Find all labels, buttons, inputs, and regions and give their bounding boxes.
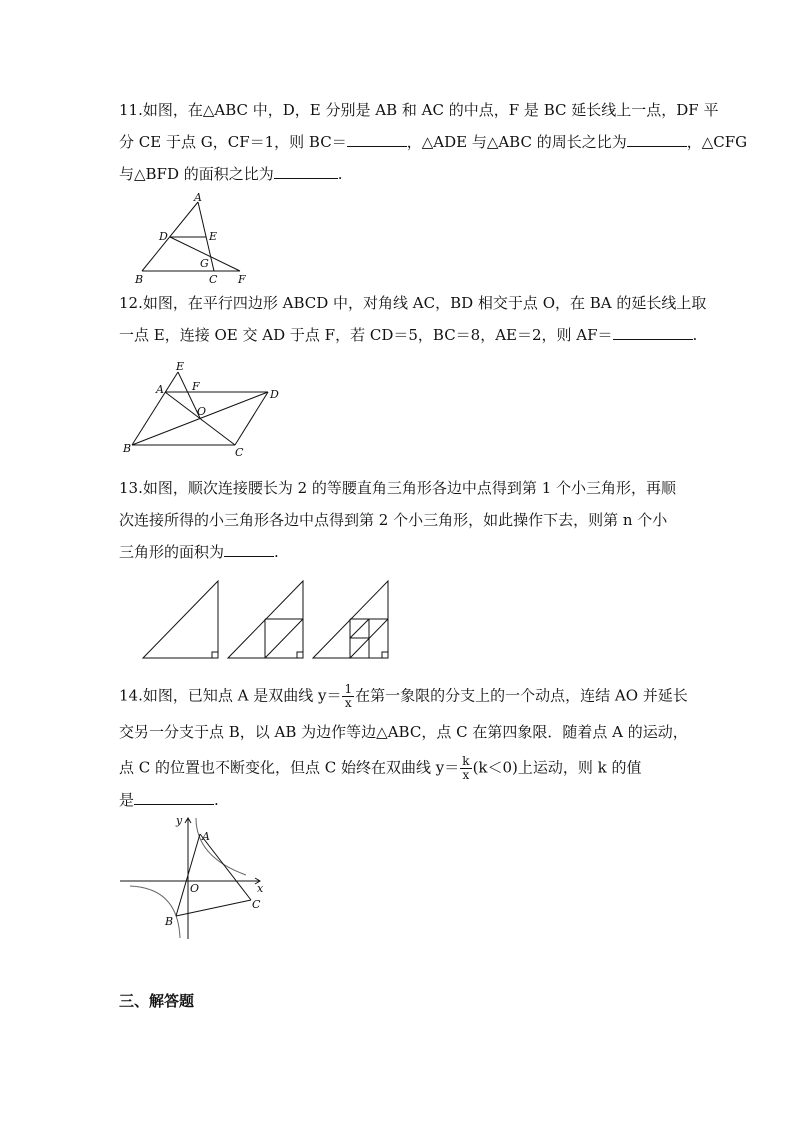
q14-fraction-1-over-x <box>342 683 354 710</box>
q13-triangle-1 <box>143 581 218 658</box>
q14-text-4a: 是 <box>119 791 135 809</box>
q11-label-d: D <box>159 230 168 243</box>
q14-line-1 <box>119 683 688 710</box>
q14-line-3 <box>119 755 642 782</box>
q11-line-3 <box>119 164 343 184</box>
q14-label-x: x <box>257 882 264 895</box>
q11-label-g: G <box>200 257 209 270</box>
q13-text-3b: . <box>274 543 279 561</box>
q11-label-a: A <box>194 191 202 204</box>
q14-line-2: 交另一分支于点 B，以 AB 为边作等边△ABC，点 C 在第四象限．随着点 A 的运动， <box>119 723 688 741</box>
q11-label-c: C <box>209 273 218 286</box>
q13-line-3 <box>119 542 279 562</box>
hyperbola-branch-3 <box>130 886 180 938</box>
q12-label-a: A <box>156 383 164 396</box>
q12-label-c: C <box>235 446 244 459</box>
q13-text-3a: 三角形的面积为 <box>119 543 225 561</box>
q14-frac1-den: x <box>344 696 352 710</box>
segment-ac <box>200 834 251 900</box>
q11-blank-ratio[interactable] <box>627 132 687 147</box>
q14-label-c: C <box>252 898 261 911</box>
q14-label-b: B <box>165 915 174 928</box>
q11-line-1: 11.如图，在△ABC 中，D，E 分别是 AB 和 AC 的中点，F 是 BC 延长线上一点，DF 平 <box>119 101 719 119</box>
segment-dc <box>235 392 268 445</box>
q14-frac2-num: k <box>462 754 470 768</box>
q12-line-2 <box>119 325 697 345</box>
q14-blank-k[interactable] <box>134 790 214 805</box>
q12-label-e: E <box>176 360 185 373</box>
q11-blank-area[interactable] <box>274 164 338 179</box>
q14-text-3a: 点 C 的位置也不断变化，但点 C 始终在双曲线 y＝ <box>119 758 460 777</box>
q11-text-2b: ，△ADE 与△ABC 的周长之比为 <box>406 133 627 151</box>
q11-text-2c: ，△CFG <box>686 133 748 151</box>
q11-label-b: B <box>135 273 144 286</box>
q12-blank-af[interactable] <box>613 325 693 340</box>
q11-blank-bc[interactable] <box>347 132 407 147</box>
q12-label-b: B <box>123 442 132 455</box>
q14-label-o: O <box>190 882 200 895</box>
q11-label-f: F <box>238 273 246 286</box>
q14-frac1-num: 1 <box>344 682 353 696</box>
q12-line-1: 12.如图，在平行四边形 ABCD 中，对角线 AC，BD 相交于点 O，在 BA 的延长线上取 <box>119 294 707 312</box>
q13-line-1: 13.如图，顺次连接腰长为 2 的等腰直角三角形各边中点得到第 1 个小三角形，再顺 <box>119 479 677 497</box>
diagonal-bd <box>132 392 268 445</box>
q14-figure <box>118 812 278 944</box>
q11-text-3a: 与△BFD 的面积之比为 <box>119 165 274 183</box>
q14-line-4 <box>119 790 219 810</box>
q14-label-y: y <box>176 814 183 827</box>
q14-label-a: A <box>202 830 210 843</box>
q12-label-f: F <box>192 380 200 393</box>
q13-blank-area[interactable] <box>224 542 274 557</box>
q12-text-2b: . <box>692 326 698 344</box>
q11-label-e: E <box>209 230 218 243</box>
segment-bc <box>176 900 251 916</box>
segment-be <box>132 372 178 445</box>
q11-line-2 <box>119 132 747 152</box>
q11-text-3b: . <box>337 165 343 183</box>
q14-text-1a: 14.如图，已知点 A 是双曲线 y＝ <box>119 686 342 705</box>
q12-label-o: O <box>197 405 207 418</box>
q13-figure <box>140 578 400 663</box>
section-heading: 三、解答题 <box>119 992 195 1010</box>
hyperbola-branch-1 <box>196 818 246 875</box>
q14-text-1b: 在第一象限的分支上的一个动点，连结 AO 并延长 <box>355 686 688 705</box>
q11-figure <box>120 190 280 290</box>
q13-triangle-2 <box>228 581 303 658</box>
q13-triangle-3 <box>313 581 388 658</box>
q14-fraction-k-over-x <box>460 755 471 782</box>
q14-frac2-den: x <box>462 768 470 782</box>
q11-text-2a: 分 CE 于点 G，CF＝1，则 BC＝ <box>119 133 347 151</box>
q12-figure <box>120 360 290 460</box>
q14-text-3b: (k＜0)上运动，则 k 的值 <box>472 758 642 777</box>
q13-line-2: 次连接所得的小三角形各边中点得到第 2 个小三角形，如此操作下去，则第 n 个小 <box>119 511 668 529</box>
q14-text-4b: . <box>214 791 219 809</box>
q12-label-d: D <box>270 388 279 401</box>
q12-text-2a: 一点 E，连接 OE 交 AD 于点 F，若 CD＝5，BC＝8，AE＝2，则 AF＝ <box>119 326 613 344</box>
